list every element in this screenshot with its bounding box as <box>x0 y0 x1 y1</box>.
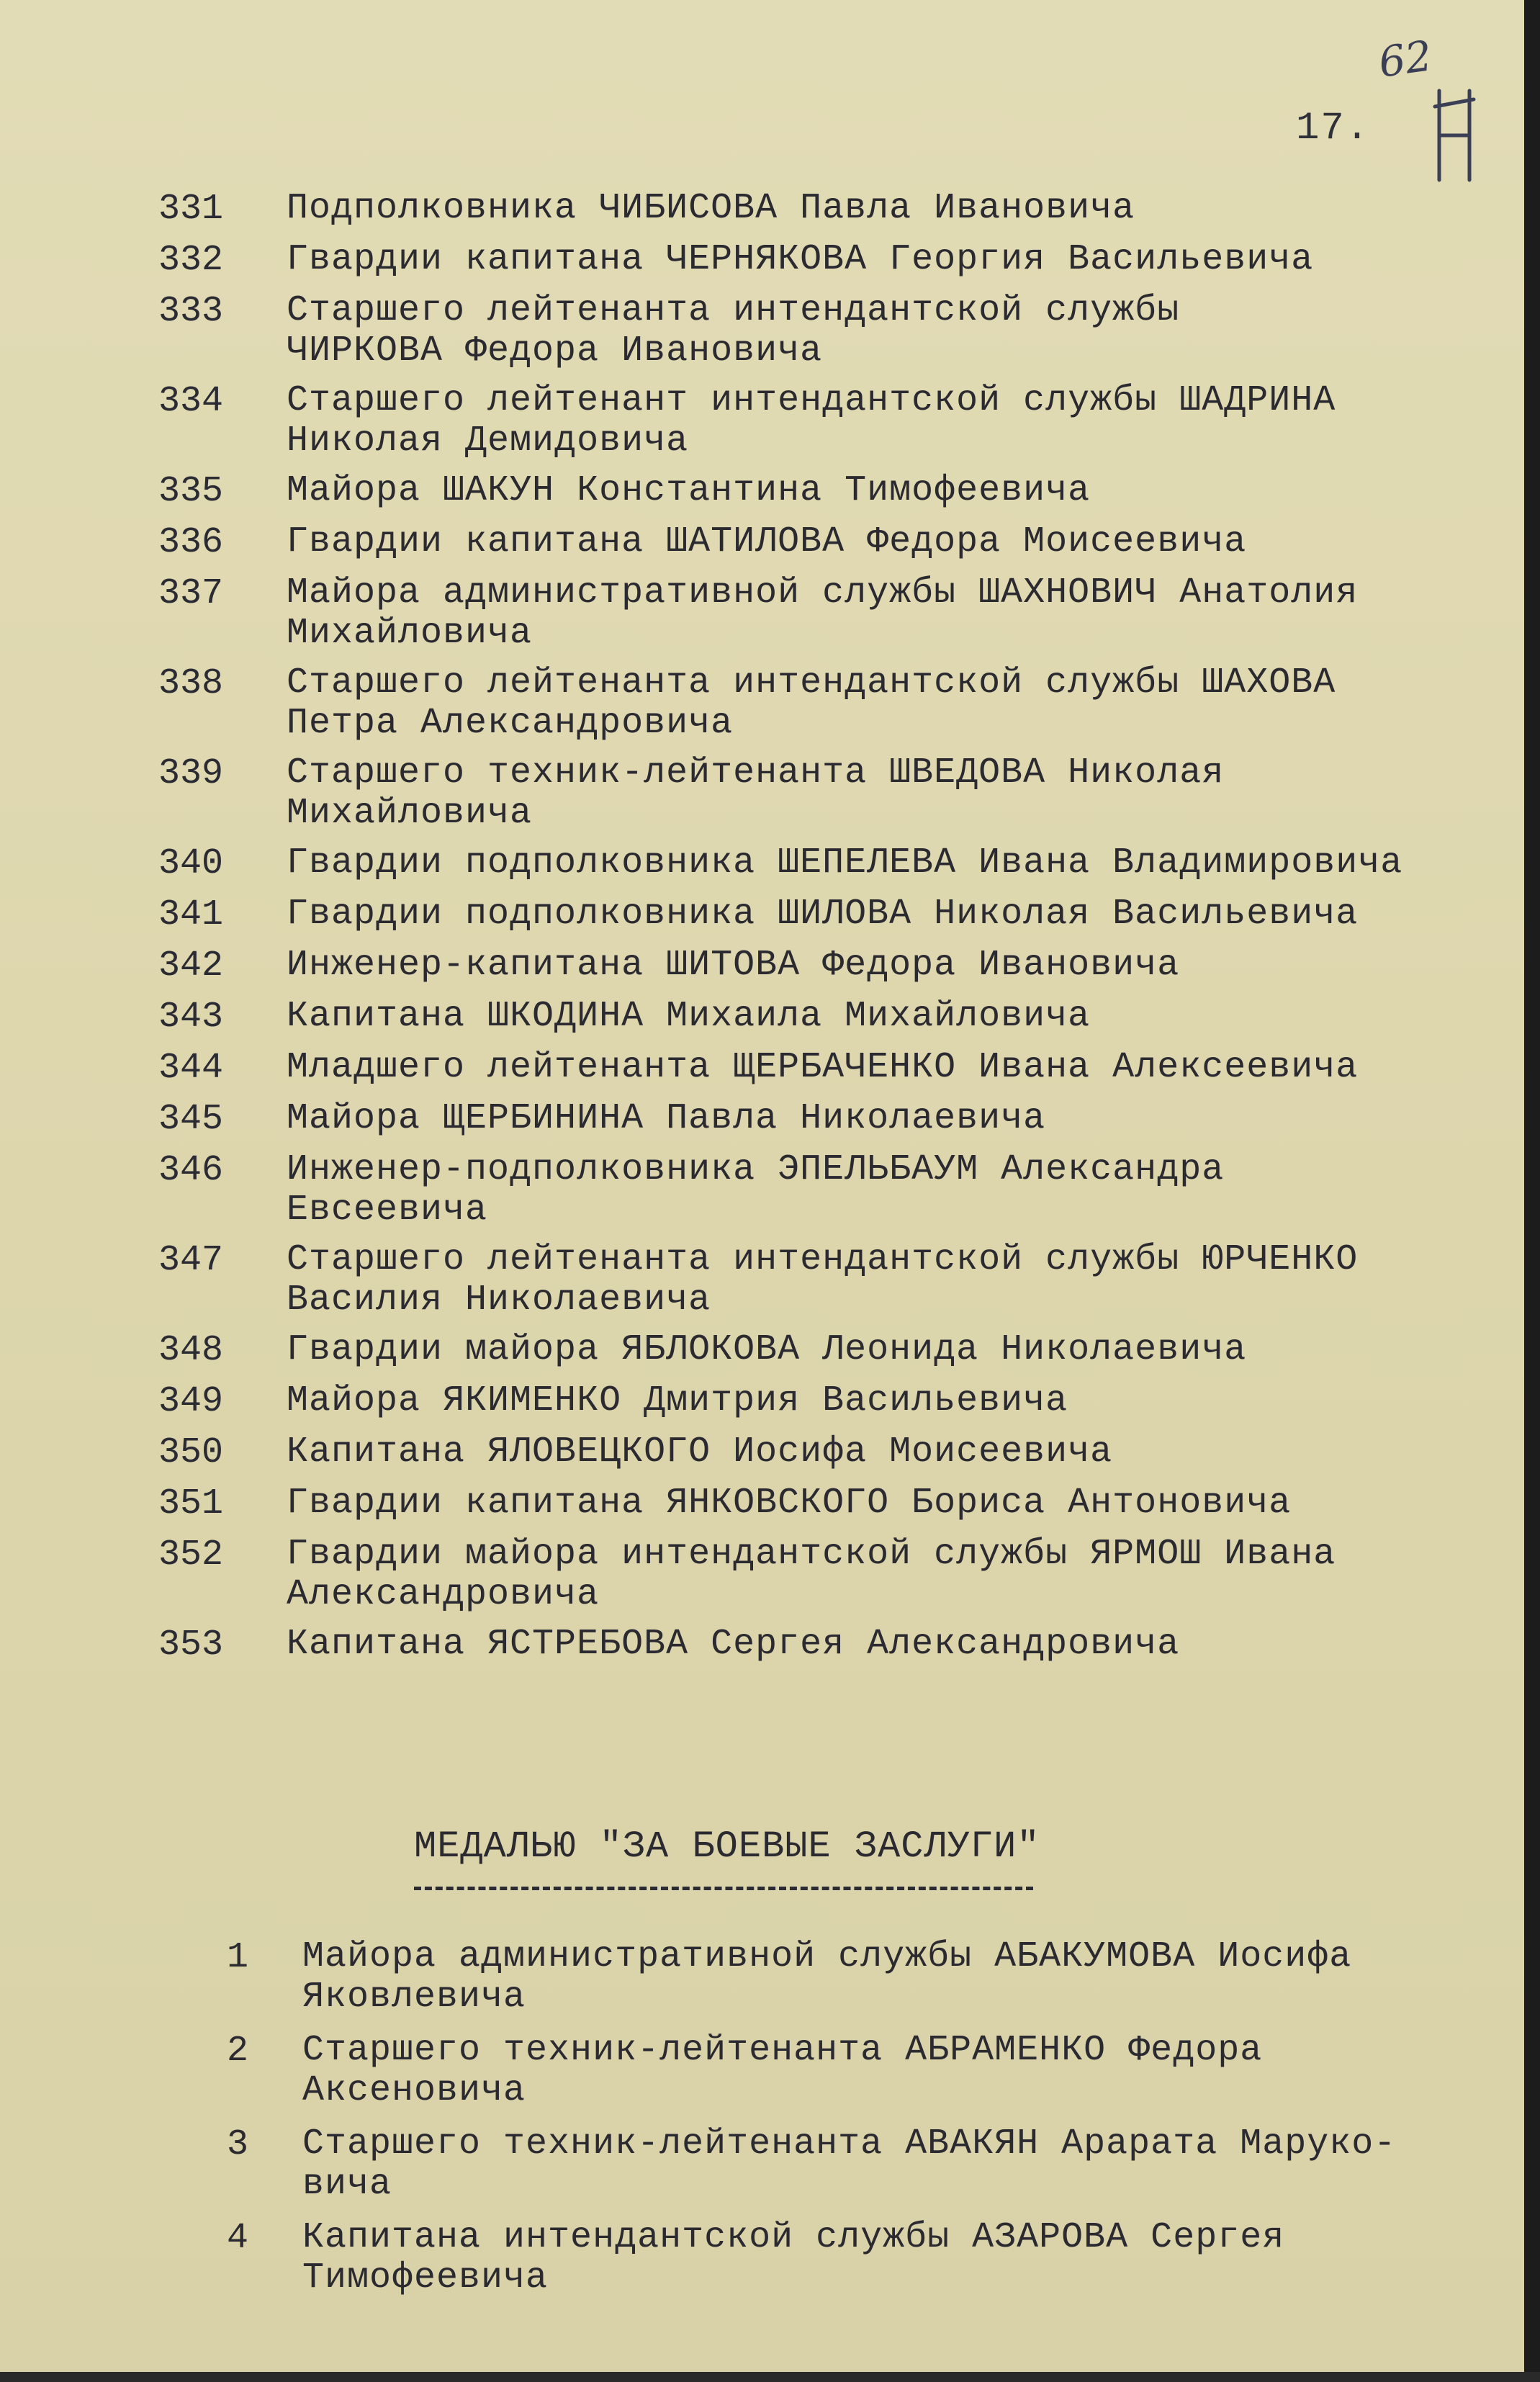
entry-number: 337 <box>158 573 224 614</box>
entry-text: Старшего лейтенанта интендантской службы ШАХОВА Петра Александровича <box>287 662 1336 744</box>
list-item <box>158 189 1490 230</box>
entry-text: Младшего лейтенанта ЩЕРБАЧЕНКО Ивана Алексеевича <box>287 1047 1359 1088</box>
list-item <box>158 1099 1490 1141</box>
list-item <box>158 997 1490 1038</box>
entry-number: 348 <box>158 1330 224 1371</box>
entry-number: 2 <box>227 2031 249 2072</box>
entry-text: Старшего лейтенант интендантской службы ШАДРИНА Николая Демидовича <box>287 380 1336 462</box>
entry-text: Капитана интендантской службы АЗАРОВА Сергея Тимофеевича <box>302 2217 1285 2298</box>
entry-text: Старшего техник-лейтенанта АБРАМЕНКО Федора Аксеновича <box>302 2030 1263 2111</box>
list-item <box>227 2031 1487 2111</box>
list-item <box>158 843 1490 885</box>
entry-text: Гвардии подполковника ШИЛОВА Николая Васильевича <box>287 894 1359 935</box>
entry-number: 336 <box>158 522 224 563</box>
entry-text: Подполковника ЧИБИСОВА Павла Ивановича <box>287 188 1135 229</box>
list-item <box>158 471 1490 513</box>
entry-number: 349 <box>158 1381 224 1422</box>
entry-number: 346 <box>158 1150 224 1191</box>
scan-edge-right <box>1524 0 1540 2382</box>
list-item <box>227 2124 1487 2205</box>
list-item <box>227 1937 1487 2018</box>
entry-text: Майора ЩЕРБИНИНА Павла Николаевича <box>287 1098 1046 1139</box>
entry-number: 4 <box>227 2218 249 2259</box>
entry-number: 343 <box>158 997 224 1038</box>
list-item <box>158 1534 1490 1615</box>
entry-text: Гвардии подполковника ШЕПЕЛЕВА Ивана Владимировича <box>287 842 1403 884</box>
entry-text: Старшего лейтенанта интендантской службы ЧИРКОВА Федора Ивановича <box>287 290 1180 372</box>
list-item <box>158 1381 1490 1423</box>
list-item <box>158 1483 1490 1525</box>
archive-handwritten-number: 62 <box>1375 31 1436 87</box>
entry-number: 353 <box>158 1624 224 1666</box>
list-item <box>158 1150 1490 1231</box>
entry-number: 335 <box>158 471 224 512</box>
entry-number: 352 <box>158 1534 224 1576</box>
entry-number: 338 <box>158 663 224 704</box>
entry-number: 332 <box>158 240 224 281</box>
list-item <box>158 894 1490 936</box>
entry-text: Гвардии капитана ЧЕРНЯКОВА Георгия Васильевича <box>287 239 1314 280</box>
list-item <box>227 2218 1487 2298</box>
list-item <box>158 1624 1490 1666</box>
entry-text: Гвардии майора интендантской службы ЯРМОШ Ивана Александровича <box>287 1534 1336 1615</box>
list-item <box>158 1432 1490 1474</box>
entry-number: 345 <box>158 1099 224 1140</box>
section-underline <box>414 1887 1033 1890</box>
entry-number: 3 <box>227 2124 249 2165</box>
entry-number: 331 <box>158 189 224 230</box>
list-item <box>158 522 1490 564</box>
entry-number: 344 <box>158 1048 224 1089</box>
medal-list <box>227 1937 1487 2311</box>
section-title: МЕДАЛЬЮ "ЗА БОЕВЫЕ ЗАСЛУГИ" <box>414 1825 1040 1868</box>
entry-text: Майора административной службы ШАХНОВИЧ Анатолия Михайловича <box>287 572 1359 654</box>
list-item <box>158 1048 1490 1089</box>
entry-text: Гвардии майора ЯБЛОКОВА Леонида Николаевича <box>287 1329 1247 1370</box>
entry-number: 350 <box>158 1432 224 1473</box>
entry-text: Майора административной службы АБАКУМОВА Иосифа Яковлевича <box>302 1936 1352 2018</box>
entry-text: Капитана ЯЛОВЕЦКОГО Иосифа Моисеевича <box>287 1432 1113 1473</box>
entry-number: 333 <box>158 291 224 332</box>
entry-number: 334 <box>158 381 224 422</box>
scan-edge-bottom <box>0 2372 1540 2382</box>
entry-text: Старшего лейтенанта интендантской службы ЮРЧЕНКО Василия Николаевича <box>287 1239 1359 1321</box>
entry-number: 1 <box>227 1937 249 1978</box>
handwritten-mark-icon <box>1429 85 1480 186</box>
list-item <box>158 1240 1490 1321</box>
entry-number: 341 <box>158 894 224 935</box>
entry-text: Старшего техник-лейтенанта ШВЕДОВА Николая Михайловича <box>287 752 1225 834</box>
list-item <box>158 573 1490 654</box>
entry-text: Капитана ЯСТРЕБОВА Сергея Александровича <box>287 1624 1180 1665</box>
page-number: 17. <box>1296 107 1371 150</box>
list-item <box>158 291 1490 372</box>
entry-number: 342 <box>158 945 224 986</box>
entry-text: Инженер-подполковника ЭПЕЛЬБАУМ Александра Евсеевича <box>287 1149 1225 1231</box>
list-item <box>158 1330 1490 1372</box>
entry-number: 351 <box>158 1483 224 1524</box>
entry-text: Инженер-капитана ШИТОВА Федора Ивановича <box>287 945 1180 986</box>
entry-number: 347 <box>158 1240 224 1281</box>
entry-number: 340 <box>158 843 224 884</box>
entry-number: 339 <box>158 753 224 794</box>
entry-text: Капитана ШКОДИНА Михаила Михайловича <box>287 996 1091 1037</box>
list-item <box>158 945 1490 987</box>
list-item <box>158 381 1490 462</box>
entry-text: Гвардии капитана ШАТИЛОВА Федора Моисеевича <box>287 521 1247 562</box>
entry-text: Старшего техник-лейтенанта АВАКЯН Арарата Маруко- вича <box>302 2123 1397 2205</box>
list-item <box>158 240 1490 282</box>
entry-text: Майора ЯКИМЕНКО Дмитрия Васильевича <box>287 1380 1068 1421</box>
list-item <box>158 663 1490 744</box>
award-list <box>158 189 1490 1676</box>
entry-text: Гвардии капитана ЯНКОВСКОГО Бориса Антоновича <box>287 1483 1292 1524</box>
list-item <box>158 753 1490 834</box>
entry-text: Майора ШАКУН Константина Тимофеевича <box>287 470 1091 511</box>
